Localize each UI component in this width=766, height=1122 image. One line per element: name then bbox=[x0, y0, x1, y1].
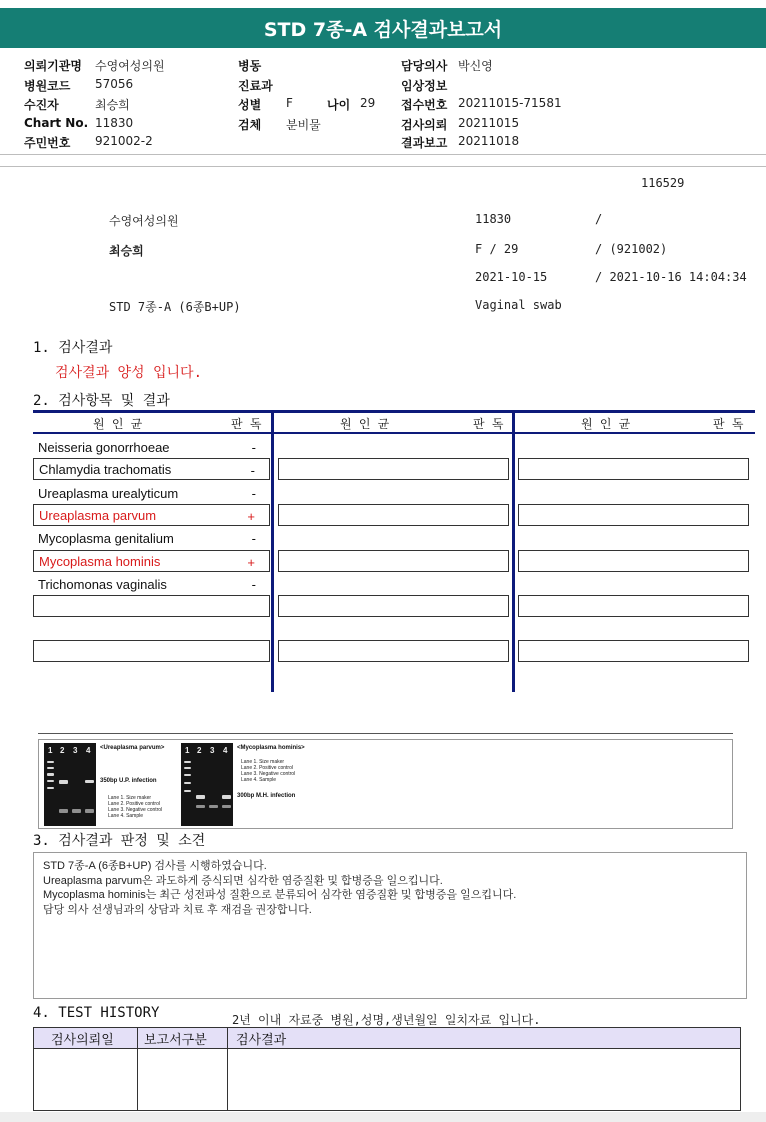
primer-band bbox=[209, 805, 218, 808]
lane-number: 4 bbox=[223, 746, 228, 755]
up-lane-key bbox=[108, 795, 162, 819]
empty-result-box bbox=[518, 640, 749, 662]
header-value: 57056 bbox=[95, 77, 134, 91]
result-row-neisseria bbox=[33, 436, 270, 458]
header-value: 박신영 bbox=[458, 59, 493, 73]
result-value: - bbox=[251, 485, 256, 501]
empty-result-box bbox=[278, 504, 509, 526]
ladder-band bbox=[47, 773, 54, 776]
col-result-header: 판 독 bbox=[473, 417, 504, 431]
gel-electrophoresis-image bbox=[38, 739, 733, 829]
age-value: 29 bbox=[360, 96, 376, 110]
result-row-trichomonas bbox=[33, 573, 270, 595]
gel-divider bbox=[38, 733, 733, 734]
header-label: 임상정보 bbox=[401, 79, 448, 93]
summary-slash: / bbox=[595, 212, 603, 226]
section-result-title: 1. 검사결과 bbox=[33, 340, 113, 356]
col-organism-header: 원 인 균 bbox=[340, 417, 390, 431]
table-top-border bbox=[33, 410, 755, 413]
header-label: 수진자 bbox=[24, 98, 59, 112]
summary-reported: / 2021-10-16 14:04:34 bbox=[595, 270, 747, 284]
history-table bbox=[33, 1027, 741, 1111]
positive-message: 검사결과 양성 입니다. bbox=[55, 365, 203, 381]
result-row-mycoplasma-hominis bbox=[33, 550, 270, 572]
table-column-divider bbox=[512, 410, 515, 692]
col-organism-header: 원 인 균 bbox=[581, 417, 631, 431]
ward-label: 병동 bbox=[238, 59, 262, 73]
summary-patient: 최승희 bbox=[109, 244, 144, 258]
result-value: - bbox=[251, 530, 256, 546]
report-title bbox=[0, 8, 766, 48]
header-value: 11830 bbox=[95, 116, 134, 130]
report-title-text: STD 7종-A 검사결과보고서 bbox=[263, 18, 503, 41]
header-label: 접수번호 bbox=[401, 98, 448, 112]
history-col-result: 검사결과 bbox=[236, 1033, 287, 1048]
ladder-band bbox=[47, 780, 54, 782]
gel-mycoplasma-hominis bbox=[181, 743, 233, 826]
sample-band bbox=[85, 780, 94, 783]
header-label: 의뢰기관명 bbox=[24, 59, 82, 73]
organism-name: Trichomonas vaginalis bbox=[38, 576, 167, 592]
opinion-line: STD 7종-A (6종B+UP) 검사를 시행하였습니다. bbox=[43, 860, 267, 872]
organism-name: Mycoplasma genitalium bbox=[38, 530, 174, 546]
summary-specimen: Vaginal swab bbox=[475, 298, 562, 312]
lane-key-item: Lane 4. Sample bbox=[241, 777, 277, 783]
primer-band bbox=[196, 805, 205, 808]
summary-received: 2021-10-15 bbox=[475, 270, 548, 284]
primer-band bbox=[59, 809, 68, 813]
header-divider bbox=[0, 166, 766, 167]
table-head-border bbox=[33, 432, 755, 434]
ladder-band bbox=[184, 782, 191, 784]
lane-number: 4 bbox=[86, 746, 91, 755]
header-label: Chart No. bbox=[24, 116, 89, 130]
lane-number: 1 bbox=[185, 746, 190, 755]
result-row-ureaplasma-parvum bbox=[33, 504, 270, 526]
result-value: + bbox=[247, 508, 255, 524]
lane-key-item: Lane 1. Size maker bbox=[108, 795, 152, 801]
age-label: 나이 bbox=[327, 98, 351, 112]
empty-result-box bbox=[518, 504, 749, 526]
summary-chart: 11830 bbox=[475, 212, 512, 226]
history-table-header bbox=[34, 1028, 740, 1049]
summary-sex-age: F / 29 bbox=[475, 242, 519, 256]
results-table bbox=[33, 410, 755, 692]
empty-result-box bbox=[278, 640, 509, 662]
lane-number: 1 bbox=[48, 746, 53, 755]
page-footer-strip bbox=[0, 1112, 766, 1122]
up-gel-title: <Ureaplasma parvum> bbox=[100, 745, 165, 751]
section-items-title: 2. 검사항목 및 결과 bbox=[33, 393, 170, 409]
sex-value: F bbox=[286, 96, 293, 110]
header-label: 결과보고 bbox=[401, 136, 448, 150]
opinion-box bbox=[33, 852, 747, 999]
header-value: 최승희 bbox=[95, 98, 130, 112]
positive-band bbox=[59, 780, 68, 784]
summary-birth: / (921002) bbox=[595, 242, 668, 256]
table-column-divider bbox=[271, 410, 274, 692]
header-label: 담당의사 bbox=[401, 59, 448, 73]
opinion-line: 담당 의사 선생님과의 상담과 치료 후 재검을 권장합니다. bbox=[43, 903, 312, 916]
summary-clinic: 수영여성의원 bbox=[109, 214, 179, 228]
sample-band bbox=[222, 795, 231, 799]
lane-key-item: Lane 3. Negative control bbox=[108, 807, 163, 813]
empty-result-box bbox=[278, 550, 509, 572]
empty-result-box bbox=[518, 595, 749, 617]
lane-key-item: Lane 3. Negative control bbox=[241, 771, 296, 777]
empty-result-box bbox=[518, 550, 749, 572]
lane-key-item: Lane 2. Positive control bbox=[241, 765, 293, 771]
result-value: + bbox=[247, 554, 255, 570]
result-row-chlamydia bbox=[33, 458, 270, 480]
result-value: - bbox=[251, 576, 256, 592]
history-note: 2년 이내 자료중 병원,성명,생년월일 일치자료 입니다. bbox=[232, 1013, 541, 1027]
mh-band-label: 300bp M.H. infection bbox=[237, 793, 296, 799]
organism-name: Mycoplasma hominis bbox=[39, 553, 161, 569]
result-value: - bbox=[250, 462, 255, 478]
ladder-band bbox=[184, 790, 191, 792]
section-history-title: 4. TEST HISTORY bbox=[33, 1005, 160, 1021]
organism-name: Ureaplasma urealyticum bbox=[38, 485, 179, 501]
ladder-band bbox=[47, 761, 54, 763]
col-result-header: 판 독 bbox=[713, 417, 744, 431]
summary-test: STD 7종-A (6종B+UP) bbox=[109, 300, 241, 314]
up-band-label: 350bp U.P. infection bbox=[100, 778, 157, 784]
header-value: 20211015-71581 bbox=[458, 96, 562, 110]
lane-number: 3 bbox=[73, 746, 78, 755]
header-value: 수영여성의원 bbox=[95, 59, 165, 73]
lane-key-item: Lane 1. Size maker bbox=[241, 759, 285, 765]
lane-number: 3 bbox=[210, 746, 215, 755]
header-value: 20211018 bbox=[458, 134, 520, 148]
primer-band bbox=[85, 809, 94, 813]
mh-gel-title: <Mycoplasma hominis> bbox=[237, 745, 305, 751]
specimen-value: 분비물 bbox=[286, 118, 321, 132]
report-header bbox=[0, 54, 766, 152]
positive-band bbox=[196, 795, 205, 799]
ladder-band bbox=[184, 761, 191, 763]
empty-result-box bbox=[278, 595, 509, 617]
primer-band bbox=[72, 809, 81, 813]
organism-name: Chlamydia trachomatis bbox=[39, 461, 172, 477]
opinion-line: Ureaplasma parvum은 과도하게 증식되면 심각한 염증질환 및 합병증을 일으킵니다. bbox=[43, 874, 443, 887]
ladder-band bbox=[47, 787, 54, 789]
mh-lane-key bbox=[241, 759, 295, 783]
organism-name: Neisseria gonorrhoeae bbox=[38, 439, 170, 455]
history-column-divider bbox=[227, 1028, 228, 1110]
header-divider bbox=[0, 154, 766, 155]
dept-label: 진료과 bbox=[238, 79, 273, 93]
history-col-date: 검사의뢰일 bbox=[51, 1033, 114, 1048]
empty-result-box bbox=[33, 595, 270, 617]
empty-result-box bbox=[518, 458, 749, 480]
empty-result-box bbox=[278, 458, 509, 480]
col-organism-header: 원 인 균 bbox=[93, 417, 143, 431]
result-row-mycoplasma-genitalium bbox=[33, 527, 270, 549]
ladder-band bbox=[184, 774, 191, 776]
history-col-type: 보고서구분 bbox=[144, 1033, 207, 1048]
col-result-header: 판 독 bbox=[231, 417, 262, 431]
header-value: 921002-2 bbox=[95, 134, 153, 148]
lane-number: 2 bbox=[197, 746, 202, 755]
lane-key-item: Lane 2. Positive control bbox=[108, 801, 160, 807]
header-label: 주민번호 bbox=[24, 136, 71, 150]
header-value: 20211015 bbox=[458, 116, 520, 130]
empty-result-box bbox=[33, 640, 270, 662]
report-id: 116529 bbox=[641, 176, 685, 190]
result-row-ureaplasma-urealyticum bbox=[33, 482, 270, 504]
sex-label: 성별 bbox=[238, 98, 262, 112]
organism-name: Ureaplasma parvum bbox=[39, 507, 157, 523]
specimen-label: 검체 bbox=[238, 118, 262, 132]
gel-ureaplasma-parvum bbox=[44, 743, 96, 826]
lane-key-item: Lane 4. Sample bbox=[108, 813, 144, 819]
section-opinion-title: 3. 검사결과 판정 및 소견 bbox=[33, 833, 206, 849]
history-column-divider bbox=[137, 1028, 138, 1110]
primer-band bbox=[222, 805, 231, 808]
lane-number: 2 bbox=[60, 746, 65, 755]
ladder-band bbox=[184, 767, 191, 769]
opinion-line: Mycoplasma hominis는 최근 성전파성 질환으로 분류되어 심각한 염증질환 및 합병증을 일으킵니다. bbox=[43, 889, 517, 901]
header-label: 병원코드 bbox=[24, 79, 71, 93]
result-value: - bbox=[251, 439, 256, 455]
header-label: 검사의뢰 bbox=[401, 118, 448, 132]
ladder-band bbox=[47, 767, 54, 769]
